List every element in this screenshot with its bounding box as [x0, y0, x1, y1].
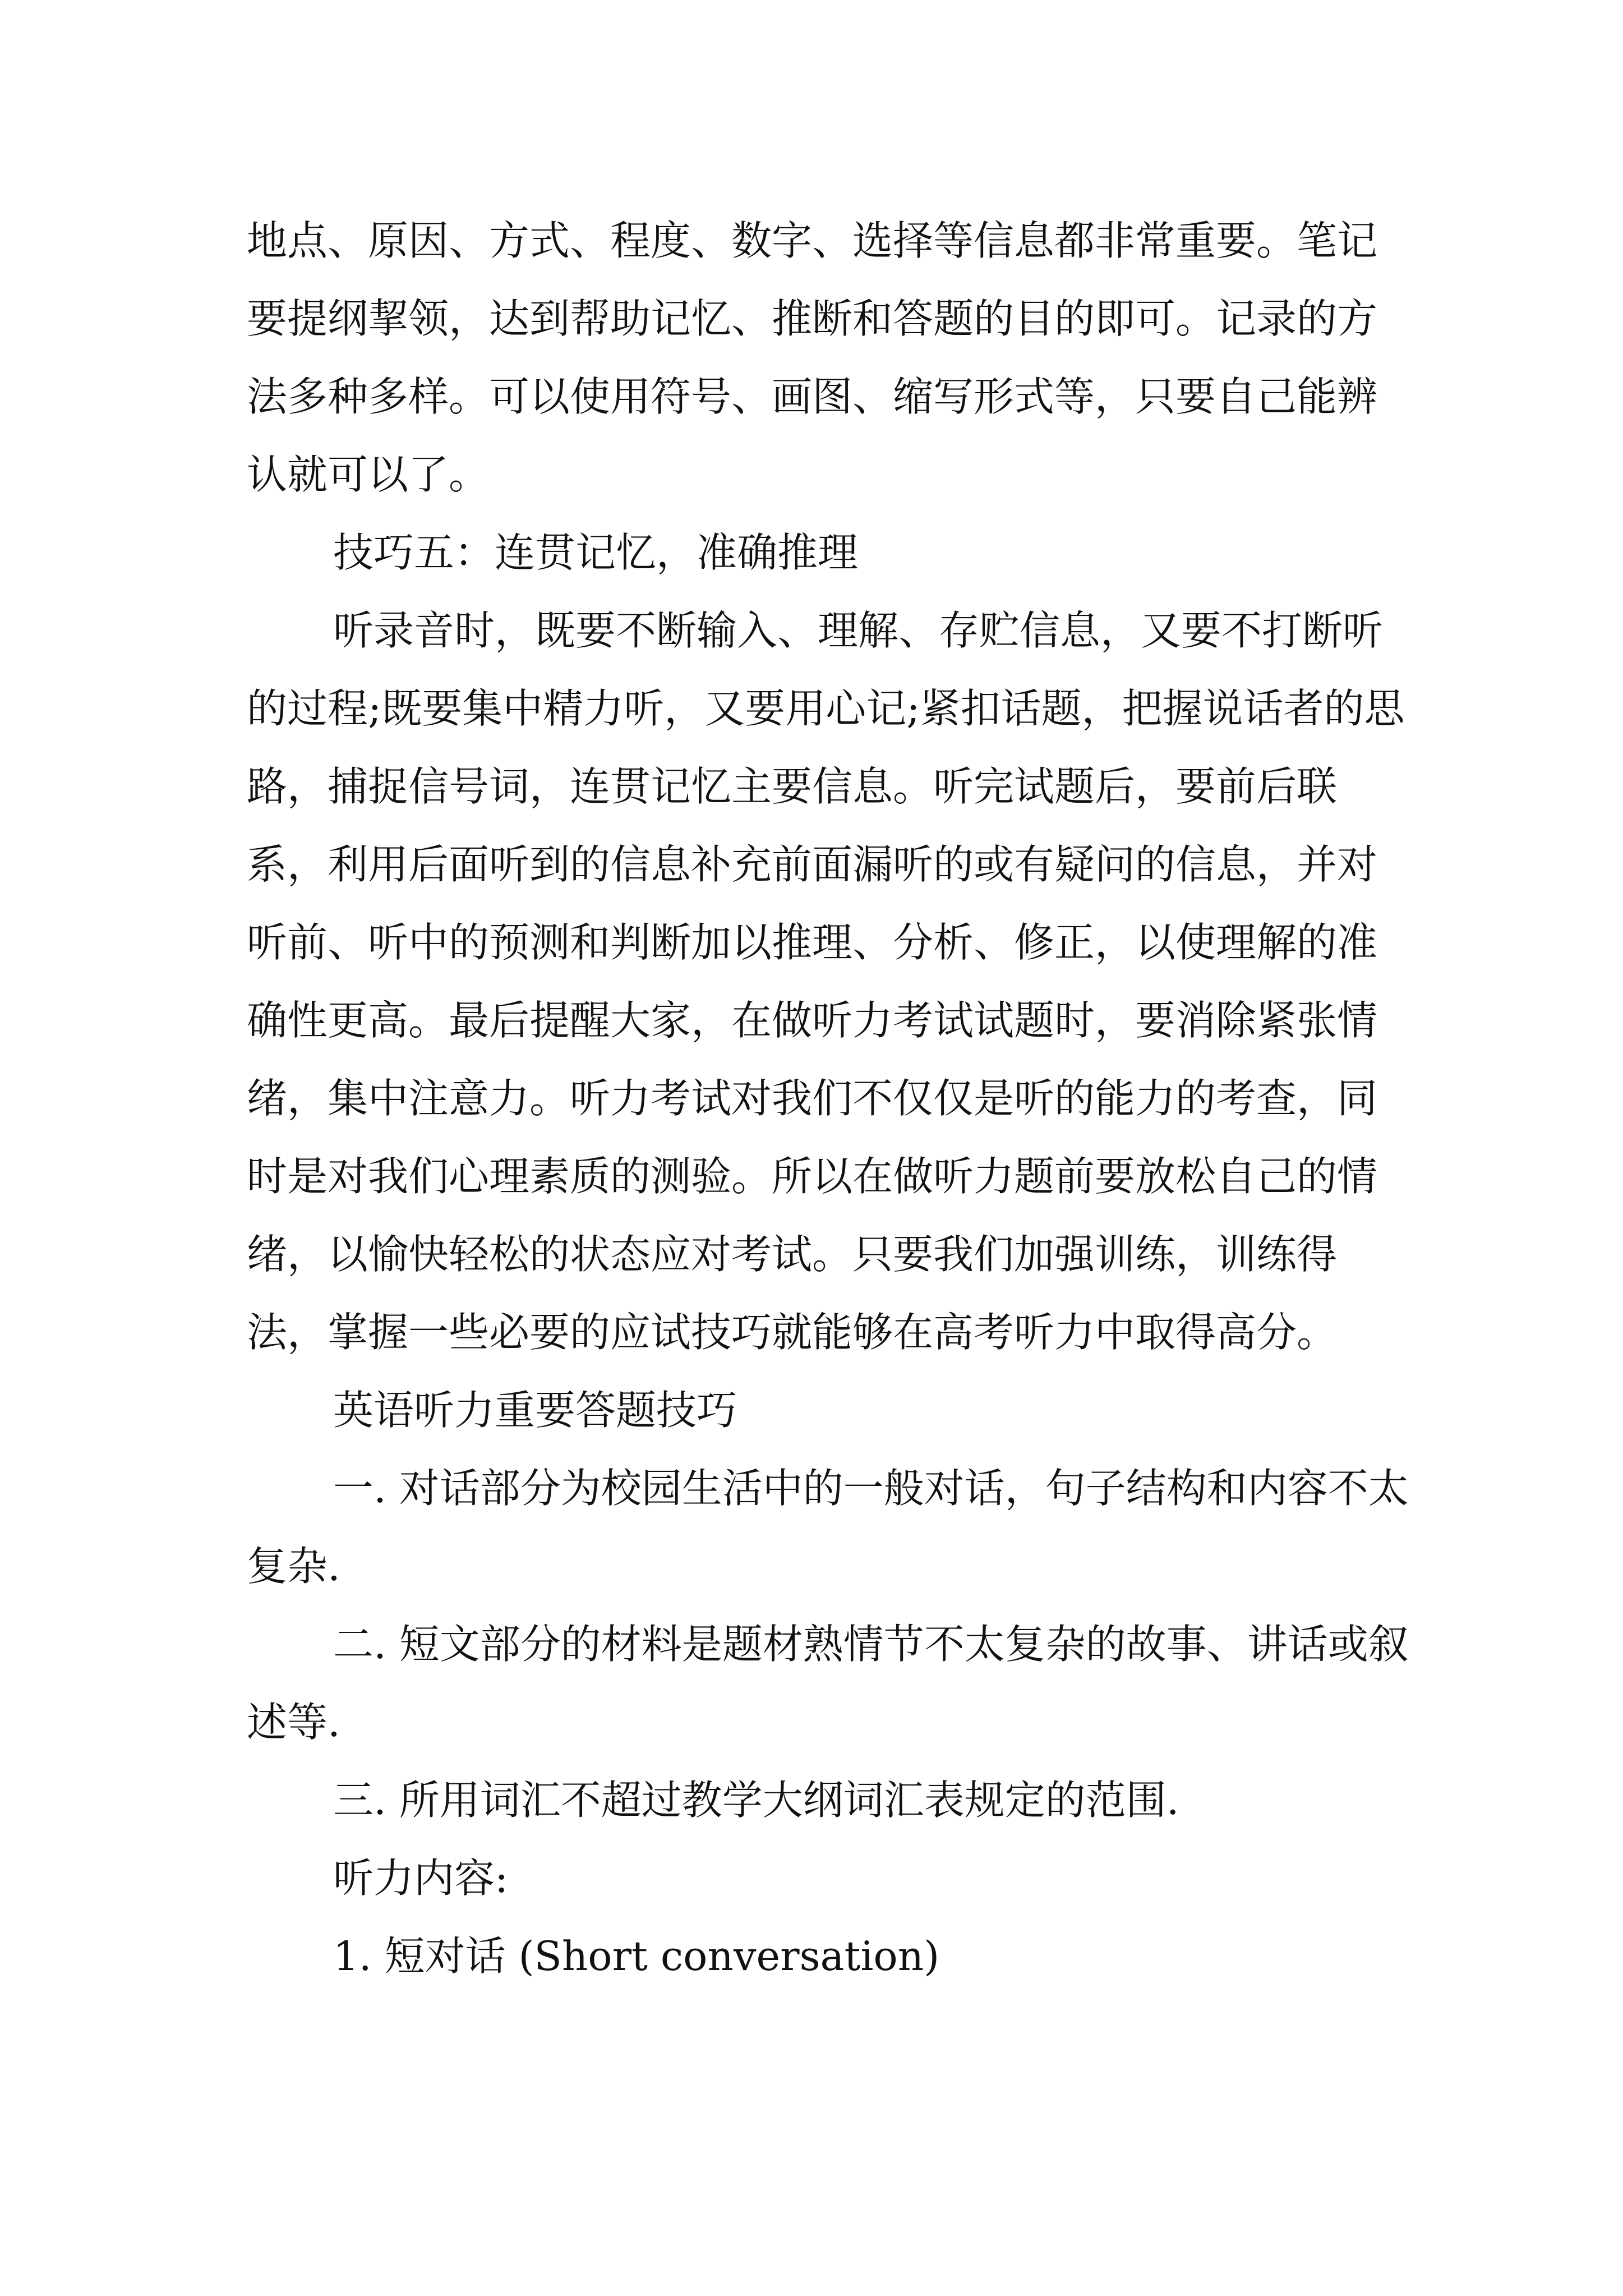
- list-item-vocabulary: 三. 所用词汇不超过教学大纲词汇表规定的范围.: [333, 1777, 1179, 1824]
- document-page: [247, 202, 1413, 1995]
- paragraph-note-taking: 地点、原因、方式、程度、数字、选择等信息都非常重要。笔记要提纲挈领，达到帮助记忆、推断和答题的目的即可。记录的方法多种多样。可以使用符号、画图、缩写形式等，只要自己能辨认就可以了。: [247, 217, 1378, 498]
- heading-technique-five: 技巧五：连贯记忆，准确推理: [333, 529, 859, 576]
- list-item-dialogue: 一. 对话部分为校园生活中的一般对话，句子结构和内容不太复杂.: [247, 1465, 1409, 1590]
- heading-answer-skills: 英语听力重要答题技巧: [333, 1387, 737, 1434]
- heading-listening-content: 听力内容:: [333, 1855, 509, 1902]
- paragraph-listening-process: 听录音时，既要不断输入、理解、存贮信息，又要不打断听的过程;既要集中精力听，又要用心记;紧扣话题，把握说话者的思路，捕捉信号词，连贯记忆主要信息。听完试题后，要前后联系，利用后面听到的信息补充前面漏听的或有疑问的信息，并对听前、听中的预测和判断加以推理、分析、修正，以使理解的准确性更高。最后提醒大家，在做听力考试试题时，要消除紧张情绪，集中注意力。听力考试对我们不仅仅是听的能力的考查，同时是对我们心理素质的测验。所以在做听力题前要放松自己的情绪，以愉快轻松的状态应对考试。只要我们加强训练，训练得法，掌握一些必要的应试技巧就能够在高考听力中取得高分。: [247, 607, 1405, 1356]
- list-item-short-conversation: 1. 短对话 (Short conversation): [333, 1932, 940, 1980]
- list-item-passage: 二. 短文部分的材料是题材熟情节不太复杂的故事、讲话或叙述等.: [247, 1621, 1409, 1746]
